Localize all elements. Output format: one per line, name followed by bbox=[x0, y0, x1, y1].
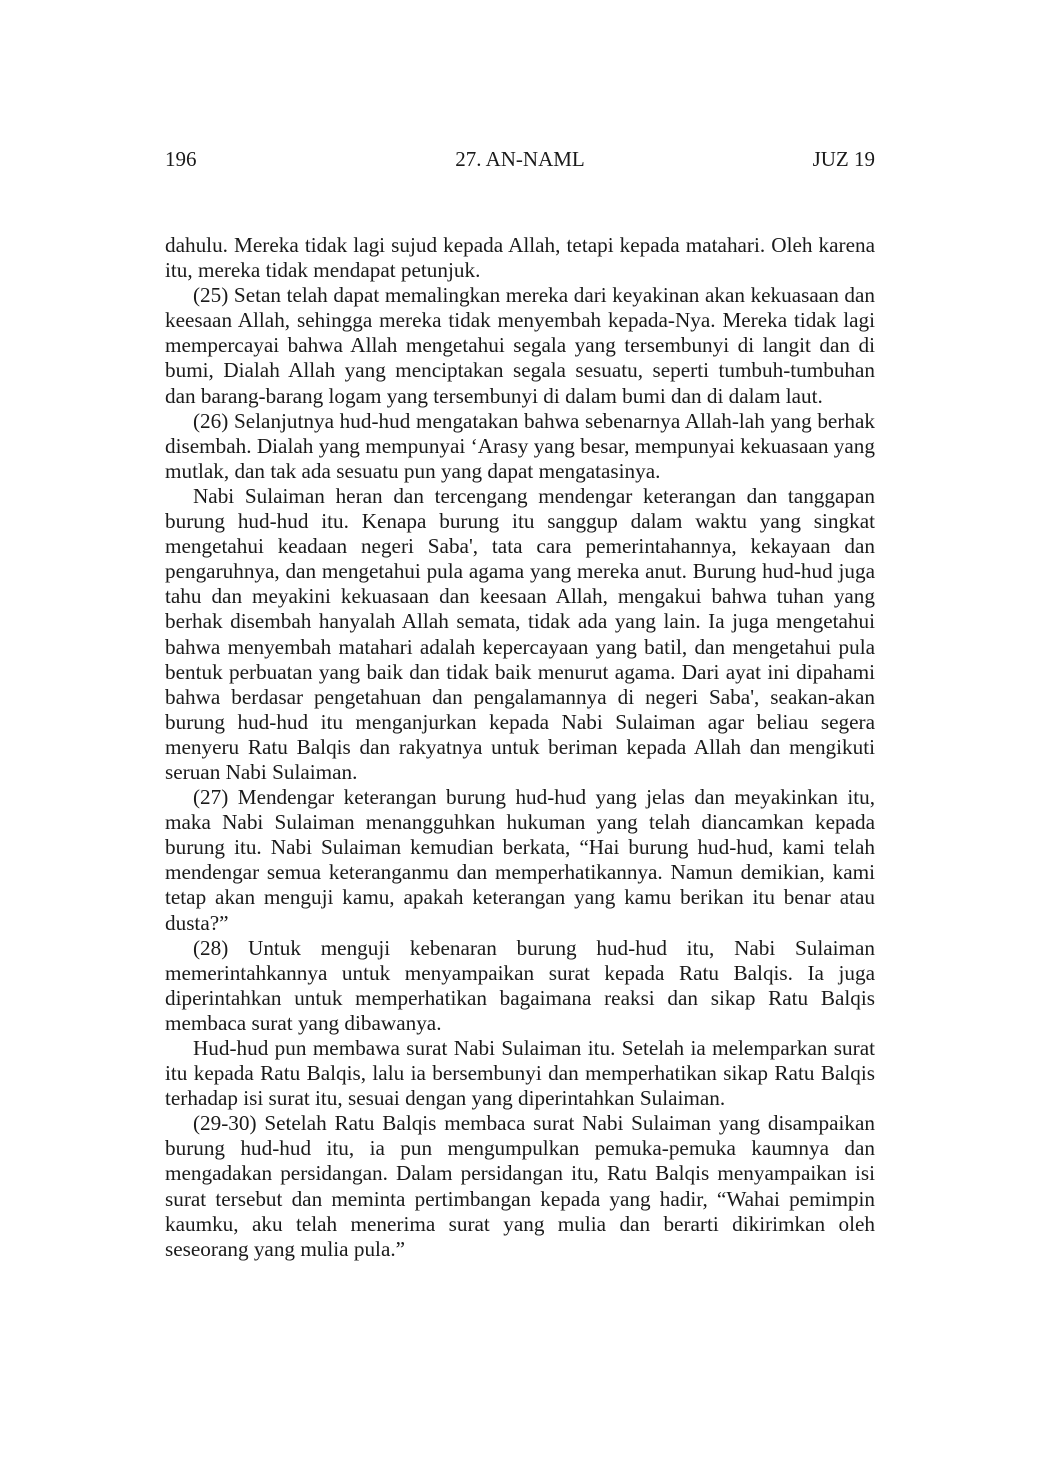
paragraph-hudhud-membawa: Hud-hud pun membawa surat Nabi Sulaiman itu. Setelah ia melemparkan surat itu kepada Ratu Balqis, lalu ia bersembunyi dan memperhatikan sikap Ratu Balqis terhadap isi surat itu, sesuai dengan yang diperintahkan Sulaiman. bbox=[165, 1036, 875, 1111]
chapter-title: 27. AN-NAML bbox=[455, 147, 585, 171]
juz-label: JUZ 19 bbox=[812, 147, 875, 171]
paragraph-verse-29-30: (29-30) Setelah Ratu Balqis membaca surat Nabi Sulaiman yang disampaikan burung hud-hud itu, ia pun mengumpulkan pemuka-pemuka kaumnya dan mengadakan persidangan. Dalam persidangan itu, Ratu Balqis menyampaikan isi surat tersebut dan meminta pertimbangan kepada yang hadir, “Wahai pemimpin kaumku, aku telah menerima surat yang mulia dan berarti dikirimkan oleh seseorang yang mulia pula.” bbox=[165, 1111, 875, 1261]
paragraph-verse-25: (25) Setan telah dapat memalingkan mereka dari keyakinan akan kekuasaan dan keesaan Allah, sehingga mereka tidak menyembah kepada-Nya. Mereka tidak lagi mempercayai bahwa Allah mengetahui segala yang tersembunyi di langit dan di bumi, Dialah Allah yang menciptakan segala sesuatu, seperti tumbuh-tumbuhan dan barang-barang logam yang tersembunyi di dalam bumi dan di dalam laut. bbox=[165, 283, 875, 408]
paragraph-verse-26: (26) Selanjutnya hud-hud mengatakan bahwa sebenarnya Allah-lah yang berhak disembah. Dialah yang mempunyai ‘Arasy yang besar, mempunyai kekuasaan yang mutlak, dan tak ada sesuatu pun yang dapat mengatasinya. bbox=[165, 408, 875, 483]
paragraph-verse-27: (27) Mendengar keterangan burung hud-hud yang jelas dan meyakinkan itu, maka Nabi Sulaiman menangguhkan hukuman yang telah diancamkan kepada burung itu. Nabi Sulaiman kemudian berkata, “Hai burung hud-hud, kami telah mendengar semua keteranganmu dan memperhatikannya. Namun demikian, kami tetap akan menguji kamu, apakah keterangan yang kamu berikan itu benar atau dusta?” bbox=[165, 785, 875, 935]
body-text bbox=[165, 233, 875, 1262]
paragraph-sulaiman-heran: Nabi Sulaiman heran dan tercengang mendengar keterangan dan tanggapan burung hud-hud itu. Kenapa burung itu sanggup dalam waktu yang singkat mengetahui keadaan negeri Saba', tata cara pemerintahannya, kekayaan dan pengaruhnya, dan mengetahui pula agama yang mereka anut. Burung hud-hud juga tahu dan meyakini kekuasaan dan keesaan Allah, mengakui bahwa tuhan yang berhak disembah hanyalah Allah semata, tidak ada yang lain. Ia juga mengetahui bahwa menyembah matahari adalah kepercayaan yang batil, dan mengetahui pula bentuk perbuatan yang baik dan tidak baik menurut agama. Dari ayat ini dipahami bahwa berdasar pengetahuan dan pengalamannya di negeri Saba', seakan-akan burung hud-hud itu menganjurkan kepada Nabi Sulaiman agar beliau segera menyeru Ratu Balqis dan rakyatnya untuk beriman kepada Allah dan mengikuti seruan Nabi Sulaiman. bbox=[165, 483, 875, 784]
page-number: 196 bbox=[165, 147, 197, 171]
running-header bbox=[165, 146, 875, 176]
paragraph-verse-28: (28) Untuk menguji kebenaran burung hud-hud itu, Nabi Sulaiman memerintahkannya untuk menyampaikan surat kepada Ratu Balqis. Ia juga diperintahkan untuk memperhatikan bagaimana reaksi dan sikap Ratu Balqis membaca surat yang dibawanya. bbox=[165, 935, 875, 1035]
paragraph-continuation: dahulu. Mereka tidak lagi sujud kepada Allah, tetapi kepada matahari. Oleh karena itu, mereka tidak mendapat petunjuk. bbox=[165, 233, 875, 283]
